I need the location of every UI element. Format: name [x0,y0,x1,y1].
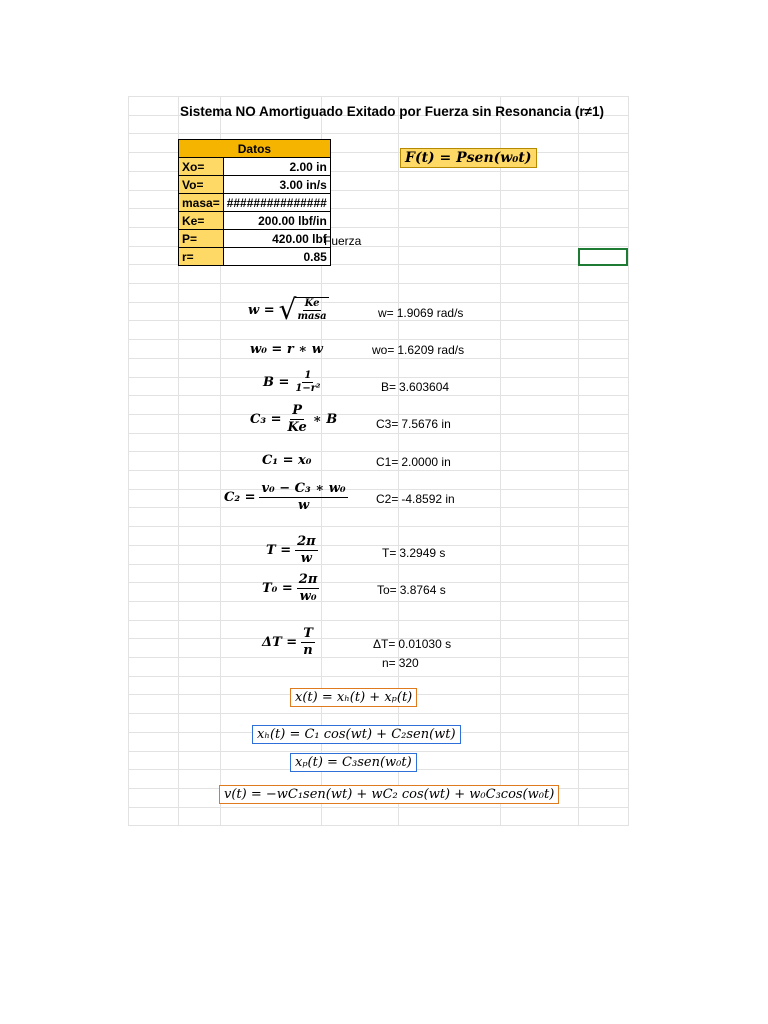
datos-cell-r[interactable]: 0.85 [223,248,330,266]
grid-row-line [128,564,628,565]
fraction-denominator: n [303,642,313,658]
grid-row-line [128,96,628,97]
formula-c3 [250,403,337,435]
result-label: n= [382,656,396,670]
result-label: B= [381,380,397,394]
datos-label: Vo= [179,176,224,194]
result-label: C3= [376,417,399,431]
grid-column-line [578,96,579,826]
equation-xh: xₕ(t) = C₁ cos(wt) + C₂sen(wt) [252,725,461,744]
datos-cell-xo[interactable]: 2.00 in [223,158,330,176]
formula-lhs: C₂ = [224,489,256,505]
grid-row-line [128,283,628,284]
formula-lhs: C₃ = [250,411,282,427]
grid-row-line [128,489,628,490]
result-w [378,306,463,320]
result-b [381,380,449,394]
equation-x: x(t) = xₕ(t) + xₚ(t) [290,688,417,707]
grid-row-line [128,807,628,808]
fraction-numerator: v₀ − C₃ ∗ w₀ [261,481,346,496]
fraction-numerator: Ke [304,298,320,309]
fraction-denominator: 1−r² [295,383,321,394]
grid-row-line [128,302,628,303]
grid-row-line [128,320,628,321]
grid-row-line [128,657,628,658]
sqrt: √ $\frac{Ke}{\text{masa}}$ [278,293,327,326]
grid-column-line [128,96,129,826]
fraction-numerator: P [292,403,302,418]
grid-row-line [128,414,628,415]
result-value: 2.0000 in [401,455,451,469]
result-label: wo= [372,343,395,357]
datos-cell-vo[interactable]: 3.00 in/s [223,176,330,194]
result-value: 3.2949 s [399,546,446,560]
grid-row-line [128,825,628,826]
result-label: To= [377,583,397,597]
result-t0 [377,583,446,597]
grid-row-line [128,358,628,359]
formula-t0 [262,572,319,604]
grid-row-line [128,676,628,677]
datos-label: masa= [179,194,224,212]
result-dt [373,637,451,651]
result-label: T= [382,546,397,560]
formula-rhs: ∗ B [312,411,338,427]
equation-xp: xₚ(t) = C₃sen(w₀t) [290,753,417,772]
fraction-numerator: 2π [297,534,316,549]
datos-cell-p[interactable]: 420.00 lbf [223,230,330,248]
formula-lhs: T₀ = [262,580,293,596]
result-t [382,546,445,560]
formula-w [248,293,329,326]
grid-column-line [628,96,629,826]
result-label: w= [378,306,394,320]
formula-t [266,534,318,566]
result-value: 3.603604 [399,380,450,394]
grid-row-line [128,433,628,434]
table-row [179,230,331,248]
grid-row-line [128,395,628,396]
fraction-denominator: w [297,497,310,513]
result-label: C1= [376,455,399,469]
selected-cell[interactable] [578,248,628,266]
table-row [179,212,331,230]
result-value: 0.01030 s [398,637,452,651]
datos-label: P= [179,230,224,248]
result-n [382,656,419,670]
grid-row-line [128,526,628,527]
datos-cell-ke[interactable]: 200.00 lbf/in [223,212,330,230]
formula-c1: C₁ = x₀ [262,453,312,468]
result-value: 320 [398,656,419,670]
result-label: ΔT= [373,637,396,651]
fraction-denominator: Ke [287,419,307,435]
result-value: -4.8592 in [401,492,455,506]
table-row [179,158,331,176]
formula-lhs: T = [266,542,292,558]
formula-lhs: w = [248,302,275,318]
table-row [179,176,331,194]
datos-label: r= [179,248,224,266]
datos-label: Xo= [179,158,224,176]
result-c1 [376,455,451,469]
grid-row-line [128,601,628,602]
grid-row-line [128,620,628,621]
fraction-denominator: w [300,550,312,566]
grid-row-line [128,545,628,546]
result-value: 1.6209 rad/s [397,343,465,357]
fraction-denominator: masa [297,311,327,322]
formula-dt [262,626,315,658]
grid-row-line [128,507,628,508]
fuerza-note: Fuerza [324,234,362,248]
fraction-numerator: 2π [298,572,318,587]
result-value: 1.9069 rad/s [396,306,464,320]
grid-row-line [128,751,628,752]
fraction-denominator: w₀ [299,588,317,604]
grid-row-line [128,133,628,134]
force-formula: F(t) = Psen(w₀t) [400,148,537,168]
table-row [179,194,331,212]
grid-row-line [128,713,628,714]
formula-lhs: ΔT = [262,634,298,650]
result-value: 3.8764 s [399,583,446,597]
datos-cell-masa[interactable]: ############### [223,194,330,212]
table-row [179,248,331,266]
fraction-numerator: 1 [304,370,312,381]
datos-table [178,139,331,266]
formula-b [263,370,322,395]
formula-c2 [224,481,348,513]
datos-header: Datos [179,140,331,158]
result-c2 [376,492,455,506]
result-c3 [376,417,451,431]
grid-row-line [128,470,628,471]
datos-label: Ke= [179,212,224,230]
grid-row-line [128,451,628,452]
grid-row-line [128,377,628,378]
formula-w0: w₀ = r ∗ w [250,342,323,357]
grid-column-line [500,96,501,826]
result-label: C2= [376,492,399,506]
fraction-numerator: T [303,626,313,641]
result-w0 [372,343,464,357]
formula-lhs: B = [263,375,290,390]
equation-v: v(t) = −wC₁sen(wt) + wC₂ cos(wt) + w₀C₃cos(w₀t) [219,785,559,804]
result-value: 7.5676 in [401,417,451,431]
grid-row-line [128,339,628,340]
sheet-title: Sistema NO Amortiguado Exitado por Fuerza sin Resonancia (r≠1) [180,104,604,119]
